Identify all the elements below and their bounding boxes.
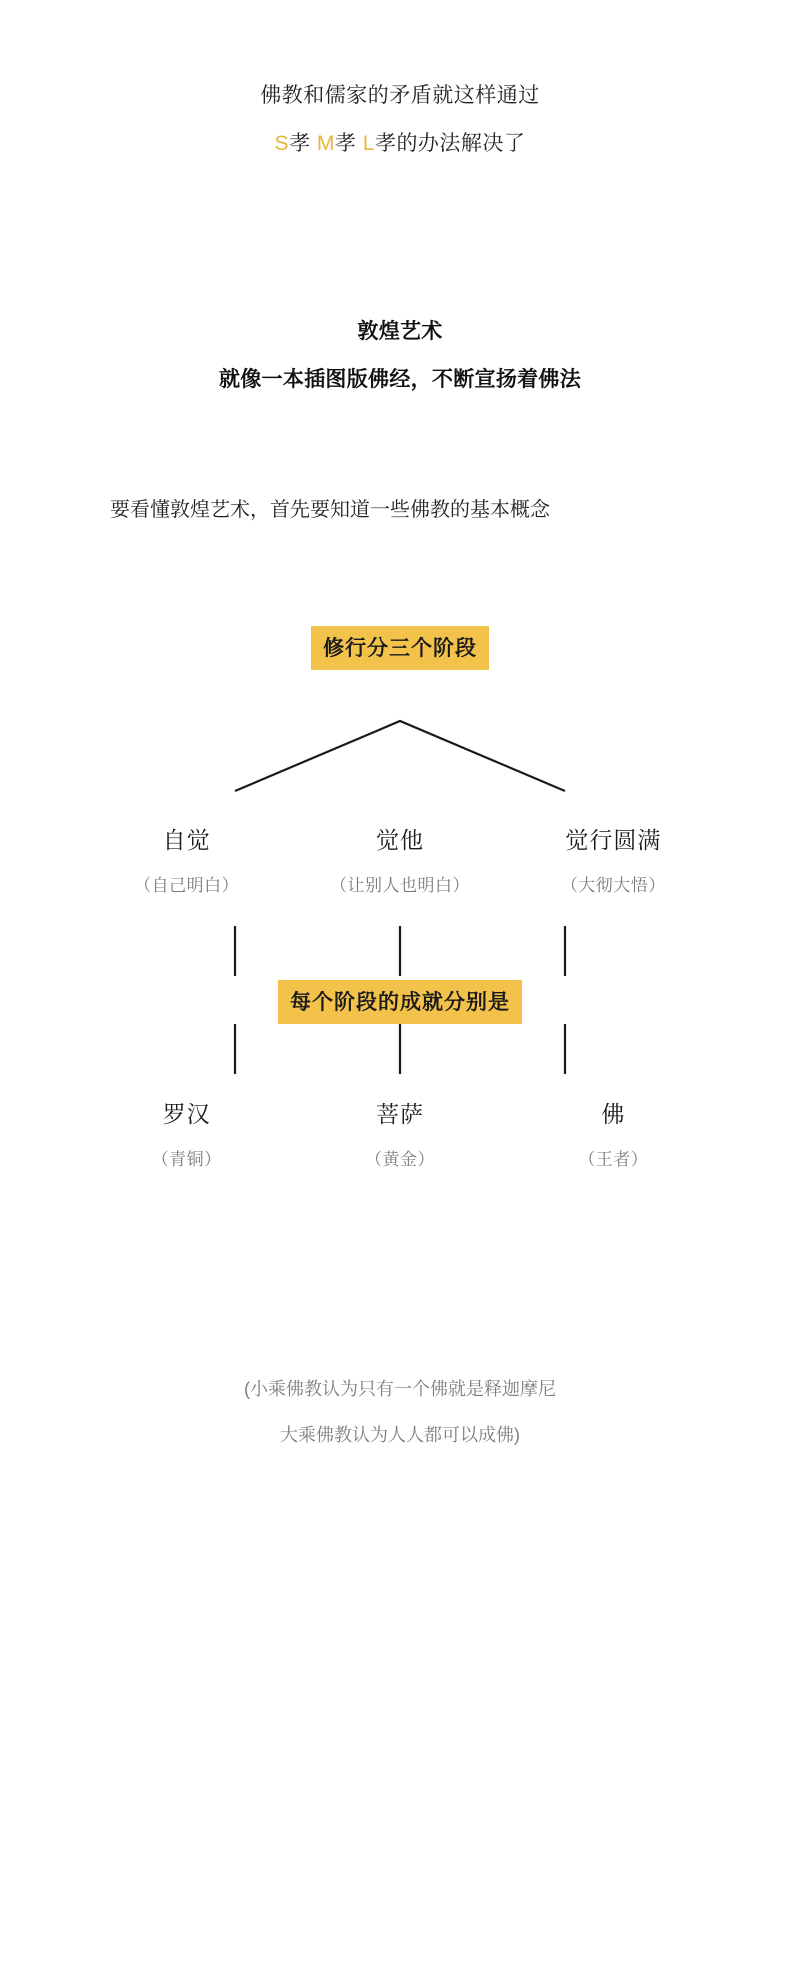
intro-token-m: M <box>316 132 335 155</box>
intro-token-xiao-2: 孝 <box>334 132 357 155</box>
stage-item <box>80 822 293 896</box>
body-paragraph: 要看懂敦煌艺术，首先要知道一些佛教的基本概念 <box>110 499 550 521</box>
footnote-line-2: 大乘佛教认为人人都可以成佛) <box>280 1425 520 1445</box>
intro-token-xiao-1: 孝 <box>289 132 311 155</box>
headline-block <box>80 308 720 404</box>
branch-lines-top <box>235 721 565 791</box>
stage-item <box>293 822 506 896</box>
result-item <box>507 1096 720 1170</box>
result-item <box>80 1096 293 1170</box>
headline-line-1: 敦煌艺术 <box>357 320 443 343</box>
intro-token-l: L <box>362 132 375 155</box>
achievement-highlight-box: 每个阶段的成就分别是 <box>278 980 522 1024</box>
stage-note: （大彻大悟） <box>560 876 666 895</box>
stage-note: （自己明白） <box>134 876 240 895</box>
footnote-block <box>80 1366 720 1548</box>
intro-text-block <box>80 0 720 168</box>
stage-highlight-box: 修行分三个阶段 <box>311 626 489 670</box>
intro-line-2 <box>80 120 720 168</box>
footnote-line-1: (小乘佛教认为只有一个佛就是释迦摩尼 <box>244 1379 556 1399</box>
page-container <box>80 0 720 1548</box>
result-item <box>293 1096 506 1170</box>
intro-token-xiao-3: 孝 <box>374 132 397 155</box>
stage-name: 自觉 <box>162 827 211 853</box>
practice-stages-diagram <box>80 626 720 1246</box>
intro-token-s: S <box>274 132 290 155</box>
result-note: （青铜） <box>151 1150 222 1169</box>
result-name: 罗汉 <box>162 1101 211 1127</box>
stage-note: （让别人也明白） <box>329 876 470 895</box>
result-note: （王者） <box>578 1150 649 1169</box>
stage-name: 觉行圆满 <box>565 827 662 853</box>
intro-line-1: 佛教和儒家的矛盾就这样通过 <box>260 84 540 107</box>
result-name: 菩萨 <box>375 1101 424 1127</box>
stage-name: 觉他 <box>375 827 424 853</box>
stage-names-row <box>80 822 720 896</box>
result-note: （黄金） <box>364 1150 435 1169</box>
intro-line-2-tail: 的办法解决了 <box>396 132 526 155</box>
headline-line-2: 就像一本插图版佛经，不断宣扬着佛法 <box>218 368 582 391</box>
result-name: 佛 <box>601 1101 626 1127</box>
result-names-row <box>80 1096 720 1170</box>
stage-item <box>507 822 720 896</box>
